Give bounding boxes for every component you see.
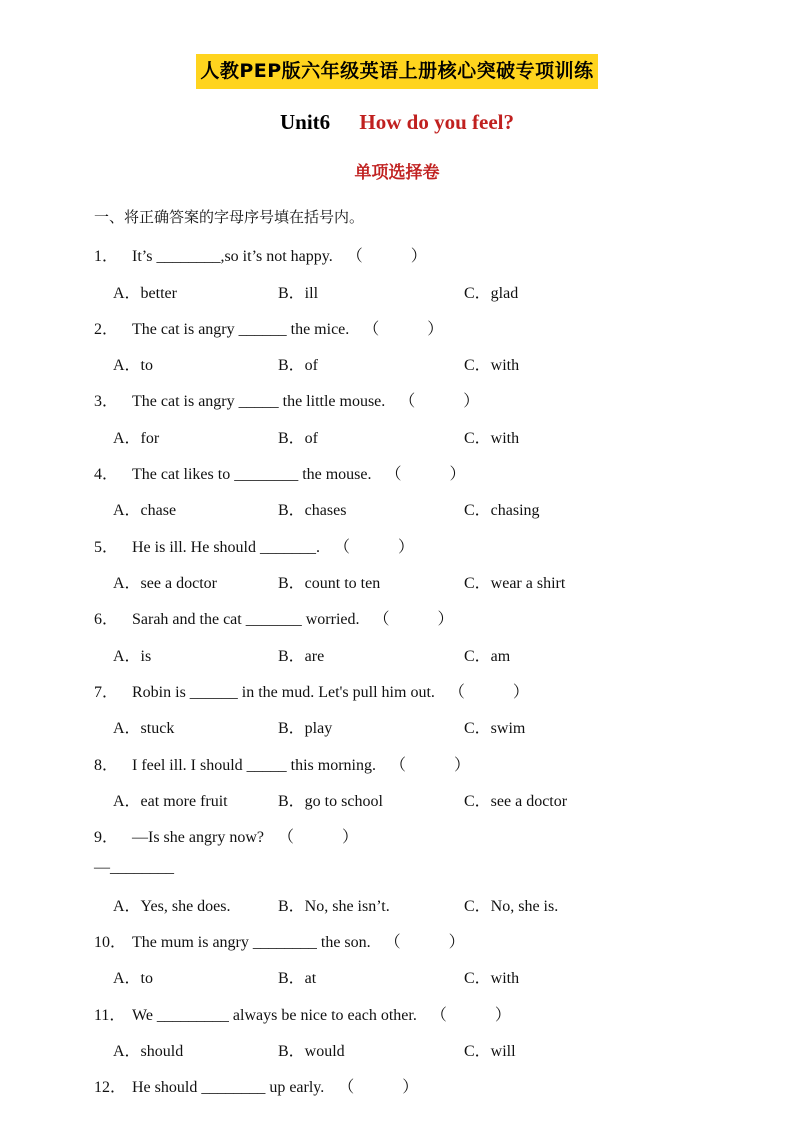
question-text: The cat is angry _____ the little mouse. (132, 393, 386, 410)
option-a[interactable]: A．to (113, 357, 154, 374)
question-number: 1． (94, 248, 119, 265)
question-text: It’s ________,so it’s not happy. (132, 248, 333, 265)
question-number: 8． (94, 757, 119, 774)
option-b[interactable]: B．would (278, 1043, 345, 1060)
question-text: I feel ill. I should _____ this morning. (132, 757, 376, 774)
option-b[interactable]: B．chases (278, 502, 347, 519)
unit-topic: How do you feel? (359, 110, 514, 134)
answer-blank[interactable]: （ ） (338, 1079, 419, 1096)
question-6 (94, 606, 454, 629)
option-a[interactable]: A．chase (113, 502, 177, 519)
option-c[interactable]: C．glad (464, 285, 519, 302)
option-b[interactable]: B．of (278, 357, 319, 374)
question-11 (94, 1002, 511, 1025)
option-a[interactable]: A．to (113, 970, 154, 987)
option-b[interactable]: B．at (278, 970, 317, 987)
option-b[interactable]: B．play (278, 720, 333, 737)
question-text: The mum is angry ________ the son. (132, 934, 371, 951)
option-a[interactable]: A．is (113, 648, 152, 665)
answer-blank[interactable]: （ ） (346, 248, 427, 265)
option-c[interactable]: C．with (464, 357, 520, 374)
question-number: 9． (94, 829, 119, 846)
question-number: 7． (94, 684, 119, 701)
header (0, 54, 794, 89)
answer-blank[interactable]: （ ） (334, 539, 415, 556)
question-10 (94, 929, 465, 952)
option-b[interactable]: B．No, she isn’t. (278, 898, 390, 915)
question-number: 10． (94, 934, 127, 951)
option-c[interactable]: C．with (464, 430, 520, 447)
question-12 (94, 1074, 418, 1097)
question-text: Sarah and the cat _______ worried. (132, 611, 360, 628)
answer-blank[interactable]: （ ） (277, 829, 358, 846)
question-text: Robin is ______ in the mud. Let's pull him out. (132, 684, 435, 701)
question-3 (94, 388, 479, 411)
question-1 (94, 243, 427, 266)
question-text: —Is she angry now? (132, 829, 264, 846)
option-a[interactable]: A．stuck (113, 720, 175, 737)
answer-blank[interactable]: （ ） (384, 934, 465, 951)
section-subtitle: 单项选择卷 (354, 163, 440, 183)
question-text: He should ________ up early. (132, 1079, 325, 1096)
option-a[interactable]: A．see a doctor (113, 575, 217, 592)
option-a[interactable]: A．better (113, 285, 177, 302)
answer-blank[interactable]: （ ） (373, 611, 454, 628)
question-9 (94, 824, 358, 847)
option-c[interactable]: C．chasing (464, 502, 540, 519)
question-number: 11． (94, 1007, 126, 1024)
question-text: The cat is angry ______ the mice. (132, 321, 350, 338)
option-b[interactable]: B．ill (278, 285, 319, 302)
answer-blank[interactable]: （ ） (430, 1007, 511, 1024)
question-7 (94, 679, 529, 702)
question-number: 3． (94, 393, 119, 410)
answer-blank[interactable]: （ ） (399, 393, 480, 410)
question-number: 2． (94, 321, 119, 338)
answer-blank[interactable]: （ ） (385, 466, 466, 483)
option-a[interactable]: A．Yes, she does. (113, 898, 231, 915)
option-c[interactable]: C．swim (464, 720, 526, 737)
option-c[interactable]: C．No, she is. (464, 898, 559, 915)
option-c[interactable]: C．will (464, 1043, 516, 1060)
option-c[interactable]: C．wear a shirt (464, 575, 566, 592)
answer-blank[interactable]: （ ） (448, 684, 529, 701)
option-a[interactable]: A．eat more fruit (113, 793, 228, 810)
question-text: We _________ always be nice to each other. (132, 1007, 417, 1024)
question-4 (94, 461, 466, 484)
option-b[interactable]: B．of (278, 430, 319, 447)
question-text: He is ill. He should _______. (132, 539, 320, 556)
instruction: 一、将正确答案的字母序号填在括号内。 (94, 208, 365, 226)
question-number: 4． (94, 466, 119, 483)
question-text: The cat likes to ________ the mouse. (132, 466, 372, 483)
question-2 (94, 316, 443, 339)
option-c[interactable]: C．with (464, 970, 520, 987)
answer-blank[interactable]: （ ） (363, 321, 444, 338)
option-a[interactable]: A．for (113, 430, 160, 447)
unit-label: Unit6 (279, 110, 331, 134)
question-5 (94, 534, 414, 557)
question-number: 5． (94, 539, 119, 556)
option-c[interactable]: C．am (464, 648, 511, 665)
dialogue-answer-line[interactable]: —________ (94, 859, 174, 876)
document-title: 人教PEP版六年级英语上册核心突破专项训练 (196, 54, 597, 89)
unit-heading (0, 110, 794, 135)
question-number: 12． (94, 1079, 127, 1096)
option-b[interactable]: B．count to ten (278, 575, 381, 592)
option-c[interactable]: C．see a doctor (464, 793, 568, 810)
question-8 (94, 752, 470, 775)
option-b[interactable]: B．go to school (278, 793, 383, 810)
answer-blank[interactable]: （ ） (389, 757, 470, 774)
option-a[interactable]: A．should (113, 1043, 184, 1060)
option-b[interactable]: B．are (278, 648, 325, 665)
question-number: 6． (94, 611, 119, 628)
